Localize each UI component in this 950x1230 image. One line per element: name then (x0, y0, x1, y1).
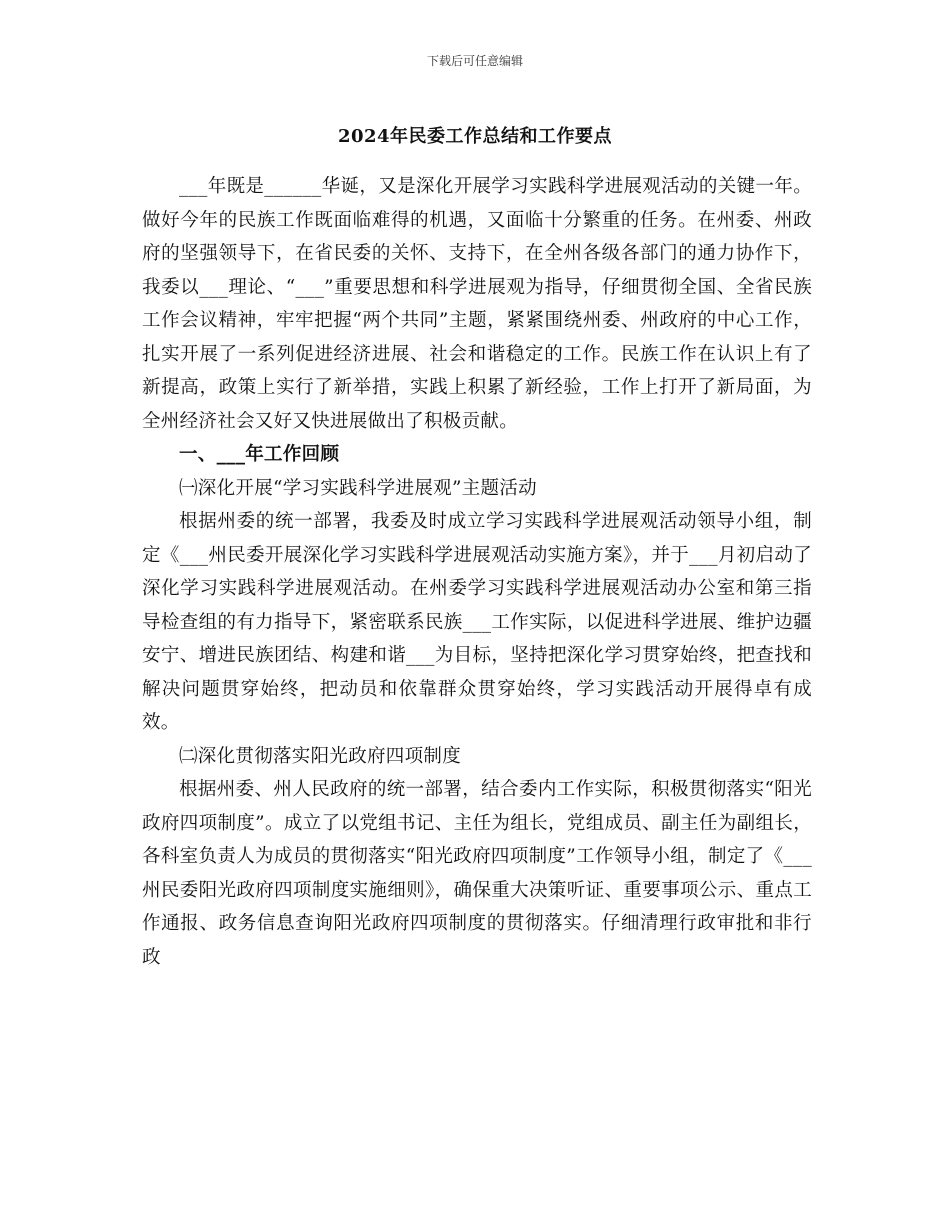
document-body (142, 170, 812, 974)
body-paragraph-1: 根据州委的统一部署，我委及时成立学习实践科学进展观活动领导小组，制定《___州民委开展深化学习实践科学进展观活动实施方案》，并于___月初启动了深化学习实践科学进展观活动。在州委学习实践科学进展观活动办公室和第三指导检查组的有力指导下，紧密联系民族___工作实际，以促进科学进展、维护边疆安宁、增进民族团结、构建和谐___为目标，坚持把深化学习贯穿始终，把查找和解决问题贯穿始终，把动员和依靠群众贯穿始终，学习实践活动开展得卓有成效。 (142, 511, 812, 733)
body-paragraph-2: 根据州委、州人民政府的统一部署，结合委内工作实际，积极贯彻落实“阳光政府四项制度”。成立了以党组书记、主任为组长，党组成员、副主任为副组长，各科室负责人为成员的贯彻落实“阳光政府四项制度”工作领导小组，制定了《___州民委阳光政府四项制度实施细则》，确保重大决策听证、重要事项公示、重点工作通报、政务信息查询阳光政府四项制度的贯彻落实。仔细清理行政审批和非行政 (142, 779, 812, 968)
header-note: 下载后可任意编辑 (426, 54, 523, 68)
subsection-heading-1: ㈠深化开展“学习实践科学进展观”主题活动 (179, 477, 537, 499)
intro-paragraph: ___年既是______华诞，又是深化开展学习实践科学进展观活动的关键一年。做好今年的民族工作既面临难得的机遇，又面临十分繁重的任务。在州委、州政府的坚强领导下，在省民委的关怀、支持下，在全州各级各部门的通力协作下，我委以___理论、“___”重要思想和科学进展观为指导，仔细贯彻全国、全省民族工作会议精神，牢牢把握“两个共同”主题，紧紧围绕州委、州政府的中心工作，扎实开展了一系列促进经济进展、社会和谐稳定的工作。民族工作在认识上有了新提高，政策上实行了新举措，实践上积累了新经验，工作上打开了新局面，为全州经济社会又好又快进展做出了积极贡献。 (142, 176, 812, 432)
subsection-heading-2: ㈡深化贯彻落实阳光政府四项制度 (179, 745, 462, 767)
document-title: 2024年民委工作总结和工作要点 (337, 126, 613, 147)
section-heading: 一、___年工作回顾 (179, 444, 340, 465)
